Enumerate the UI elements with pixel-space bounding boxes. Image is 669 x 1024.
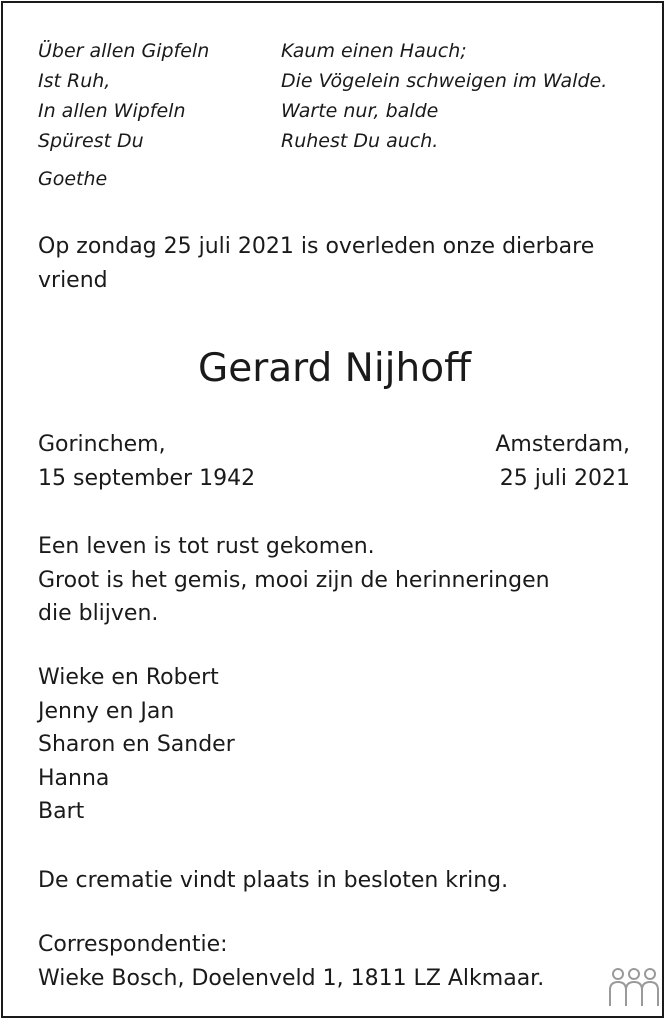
correspondence-label: Correspondentie: [38,932,228,957]
deceased-name: Gerard Nijhoff [198,346,471,391]
cremation-note [38,864,508,898]
death-announcement: Op zondag 25 juli 2021 is overleden onze dierbare vriend [38,234,595,293]
poem-line: Kaum einen Hauch; [281,40,467,62]
poem-line: Ist Ruh, [38,70,111,92]
family-member: Jenny en Jan [38,698,175,724]
family-member: Hanna [38,765,110,791]
death-info [495,428,630,496]
saying [38,530,550,631]
death-place: Amsterdam, [495,432,630,457]
saying-line: Een leven is tot rust gekomen. [38,534,375,559]
poem-line: In allen Wipfeln [38,100,186,122]
poem-line: Die Vögelein schweigen im Walde. [281,70,608,92]
correspondence [38,928,544,995]
birth-place: Gorinchem, [38,432,166,457]
family-list [38,661,235,829]
poem-line: Über allen Gipfeln [38,40,210,62]
family-member: Wieke en Robert [38,665,219,690]
death-date: 25 juli 2021 [499,466,630,491]
family-member: Sharon en Sander [38,732,235,757]
poem-left-column [38,36,209,156]
saying-line: Groot is het gemis, mooi zijn de herinneringen [38,567,550,593]
poem-right-column [281,36,607,156]
poem-line: Warte nur, balde [281,100,439,122]
correspondence-address: Wieke Bosch, Doelenveld 1, 1811 LZ Alkmaar. [38,965,545,991]
saying-line: die blijven. [38,601,159,626]
poem-line: Spürest Du [38,130,144,152]
poem-author: Goethe [38,168,108,190]
family-member: Bart [38,799,85,824]
poem-line: Ruhest Du auch. [281,130,439,152]
people-group-icon [606,966,662,1010]
birth-date: 15 september 1942 [38,466,256,491]
cremation-text: De crematie vindt plaats in besloten kring. [38,868,509,893]
birth-info [38,428,255,496]
